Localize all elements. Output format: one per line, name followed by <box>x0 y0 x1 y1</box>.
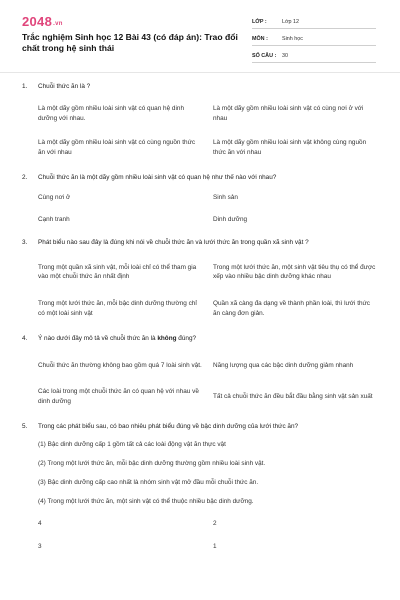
statement-1: (1) Bậc dinh dưỡng cấp 1 gồm tất cả các loài động vật ăn thực vật <box>38 441 226 448</box>
statement-3: (3) Bậc dinh dưỡng cấp cao nhất là nhóm sinh vật mở đầu mỗi chuỗi thức ăn. <box>38 479 259 486</box>
answer-option-b[interactable]: 2 <box>213 520 217 528</box>
meta-row-subject <box>252 31 376 46</box>
question-5 <box>22 422 378 554</box>
meta-value: Sinh học <box>282 36 303 42</box>
question-text-emphasis: không <box>157 335 177 342</box>
site-logo[interactable] <box>22 14 63 29</box>
answer-option-c[interactable]: Trong một lưới thức ăn, mỗi bậc dinh dưỡng thường chỉ có một loài sinh vật <box>38 300 197 317</box>
answer-option-a[interactable]: Là một dãy gồm nhiều loài sinh vật có quan hệ dinh dưỡng với nhau. <box>38 105 185 122</box>
answer-option-d[interactable]: Là một dãy gồm nhiều loài sinh vật không cùng nguồn thức ăn với nhau <box>213 139 367 156</box>
question-header <box>22 173 378 182</box>
question-list <box>22 80 378 554</box>
answer-option-c[interactable]: Các loài trong một chuỗi thức ăn có quan hệ với nhau về dinh dưỡng <box>38 388 199 405</box>
answer-option-d[interactable]: Tất cả chuỗi thức ăn đều bắt đầu bằng sinh vật sản xuất <box>213 392 373 400</box>
question-number: 2. <box>22 174 28 181</box>
answer-options <box>22 517 378 554</box>
question-text <box>38 334 378 343</box>
meta-row-class <box>252 14 376 29</box>
answer-option-d[interactable]: Dinh dưỡng <box>213 216 248 224</box>
answer-option-a[interactable]: 4 <box>38 520 42 528</box>
question-text-before: Ý nào dưới đây mô tả về chuỗi thức ăn là <box>38 335 158 342</box>
question-text-after: đúng? <box>176 335 197 342</box>
question-header <box>22 82 378 91</box>
page-header <box>0 0 400 72</box>
question-header <box>22 334 378 343</box>
answer-option-d[interactable]: 1 <box>213 543 217 551</box>
logo-text: 2048 <box>22 14 53 29</box>
question-header <box>22 238 378 247</box>
question-3 <box>22 238 378 321</box>
answer-option-c[interactable]: Cạnh tranh <box>38 216 70 224</box>
answer-option-b[interactable]: Năng lượng qua các bậc dinh dưỡng giảm nhanh <box>213 361 354 369</box>
answer-options <box>22 101 378 160</box>
question-text: Chuỗi thức ăn là ? <box>38 83 91 90</box>
meta-label: MÔN : <box>252 36 268 42</box>
answer-option-c[interactable]: Là một dãy gồm nhiều loài sinh vật có cùng nguồn thức ăn với nhau <box>38 139 196 156</box>
question-1 <box>22 82 378 160</box>
question-number: 3. <box>22 239 28 246</box>
answer-option-a[interactable]: Trong một quần xã sinh vật, mỗi loài chỉ có thể tham gia vào một chuỗi thức ăn nhất định <box>38 263 197 280</box>
quiz-meta <box>252 14 376 65</box>
answer-option-b[interactable]: Sinh sản <box>213 194 238 202</box>
meta-value: 30 <box>282 53 288 59</box>
question-2 <box>22 173 378 227</box>
answer-options <box>22 353 378 409</box>
answer-option-b[interactable]: Trong một lưới thức ăn, một sinh vật tiêu thụ có thể được xếp vào nhiều bậc dinh dưỡng khác nhau <box>213 263 376 280</box>
statement-2: (2) Trong một lưới thức ăn, mỗi bậc dinh dưỡng thường gồm nhiều loài sinh vật. <box>38 460 266 467</box>
meta-label: LỚP : <box>252 19 267 25</box>
question-number: 5. <box>22 423 28 430</box>
answer-option-c[interactable]: 3 <box>38 543 42 551</box>
meta-row-count <box>252 48 376 63</box>
logo-tld: .vn <box>53 21 63 27</box>
meta-label: SỐ CÂU : <box>252 53 277 59</box>
statement-4: (4) Trong một lưới thức ăn, một sinh vật có thể thuộc nhiều bậc dinh dưỡng. <box>38 498 254 505</box>
answer-option-d[interactable]: Quần xã càng đa dạng về thành phần loài, thì lưới thức ăn càng đơn giản. <box>213 300 370 317</box>
page-title: Trắc nghiệm Sinh học 12 Bài 43 (có đáp án): Trao đổi chất trong hệ sinh thái <box>22 32 238 53</box>
question-text: Chuỗi thức ăn là một dãy gồm nhiều loài sinh vật có quan hệ như thế nào với nhau? <box>38 174 277 181</box>
answer-option-a[interactable]: Cùng nơi ở <box>38 194 71 202</box>
question-number: 4. <box>22 335 28 342</box>
question-number: 1. <box>22 83 28 90</box>
question-text: Phát biểu nào sau đây là đúng khi nói về chuỗi thức ăn và lưới thức ăn trong quần xã sinh vật ? <box>38 239 309 246</box>
answer-option-b[interactable]: Là một dãy gồm nhiều loài sinh vật có cùng nơi ở với nhau <box>213 105 364 122</box>
answer-options <box>22 255 378 321</box>
answer-options <box>22 191 378 227</box>
question-4 <box>22 334 378 409</box>
meta-value: Lớp 12 <box>282 19 300 25</box>
header-divider <box>0 72 400 73</box>
answer-option-a[interactable]: Chuỗi thức ăn thường không bao gồm quá 7 loài sinh vật. <box>38 361 202 369</box>
question-header <box>22 422 378 431</box>
question-text: Trong các phát biểu sau, có bao nhiêu phát biểu đúng về bậc dinh dưỡng của lưới thức ăn? <box>38 423 299 430</box>
